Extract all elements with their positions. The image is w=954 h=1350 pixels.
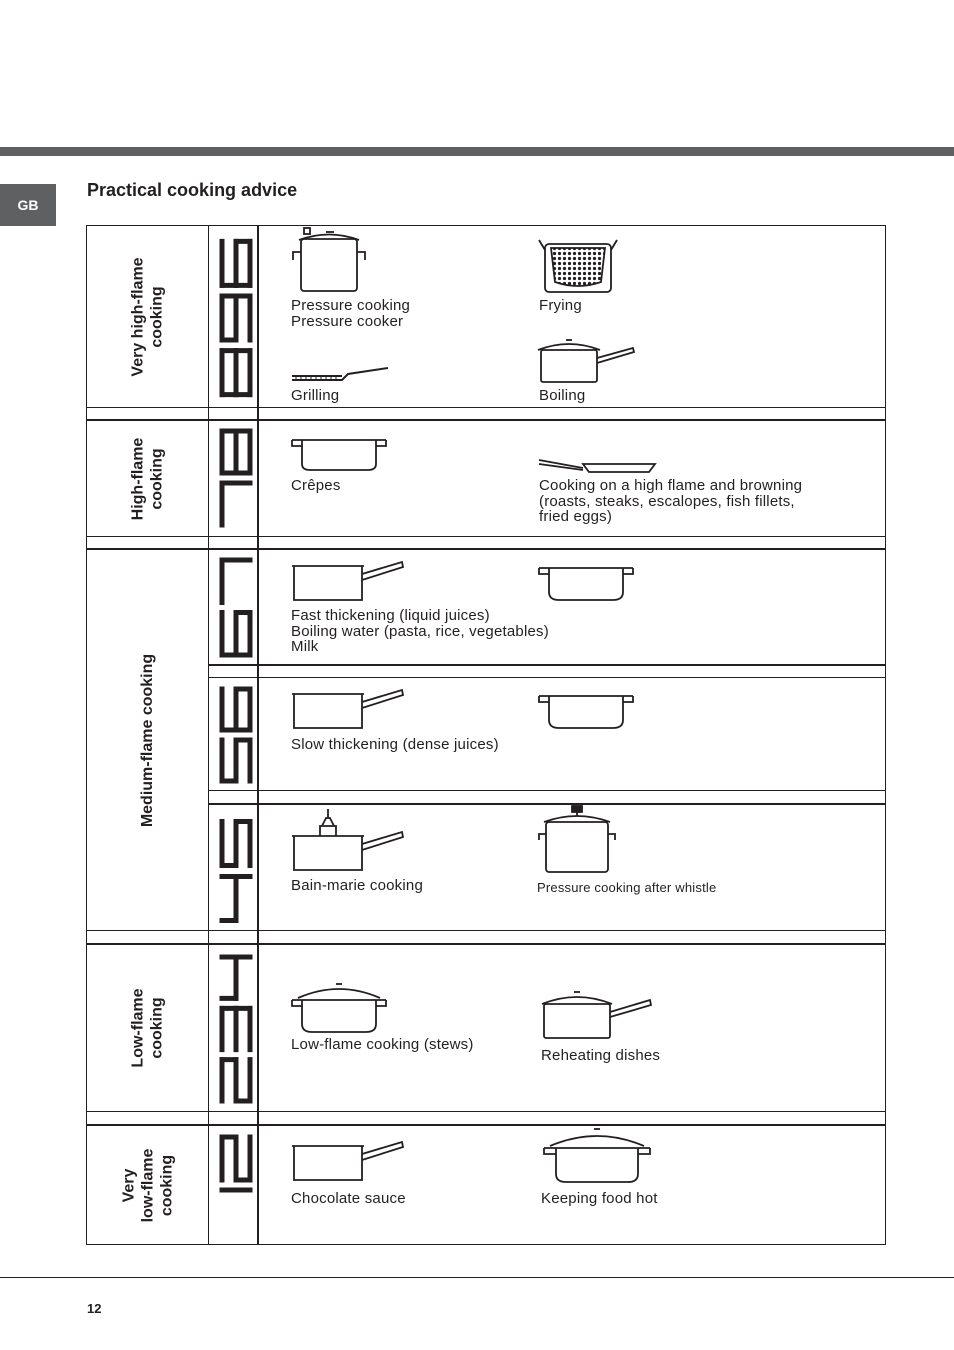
lidded-casserole-icon bbox=[542, 1124, 652, 1186]
item-label: Frying bbox=[539, 297, 582, 314]
item-label: Reheating dishes bbox=[541, 1047, 661, 1064]
pressure-cooker-icon bbox=[537, 804, 617, 874]
subgroup-divider bbox=[208, 790, 886, 791]
lidded-saucepan-icon bbox=[540, 988, 654, 1042]
item-label: Fast thickening (liquid juices) Boiling water (pasta, rice, vegetables) Milk bbox=[291, 607, 549, 655]
bain-marie-icon bbox=[290, 806, 408, 874]
lidded-casserole-icon bbox=[290, 980, 390, 1036]
pressure-cooker-icon bbox=[290, 226, 370, 294]
column-divider bbox=[257, 225, 259, 1245]
subgroup-divider bbox=[208, 677, 886, 678]
footer-rule bbox=[0, 1277, 954, 1278]
item-label: Chocolate sauce bbox=[291, 1190, 406, 1207]
section-divider bbox=[86, 930, 886, 931]
item-label: Low-flame cooking (stews) bbox=[291, 1036, 474, 1053]
fryer-basket-icon bbox=[537, 236, 621, 296]
row-label-very-high: Very high-flame cooking bbox=[129, 256, 166, 377]
column-divider bbox=[208, 225, 209, 1245]
row-label-medium: Medium-flame cooking bbox=[139, 653, 157, 827]
language-tab bbox=[0, 184, 56, 226]
row-label-high: High-flame cooking bbox=[129, 437, 166, 520]
item-label: Crêpes bbox=[291, 477, 341, 494]
section-divider bbox=[86, 407, 886, 408]
page-number: 12 bbox=[87, 1301, 102, 1316]
item-label: Pressure cooking Pressure cooker bbox=[291, 297, 411, 330]
item-label: Grilling bbox=[291, 387, 340, 404]
row-label-very-low: Very low-flame cooking bbox=[119, 1148, 175, 1222]
saucepan-icon bbox=[290, 686, 408, 732]
top-rule bbox=[0, 147, 954, 156]
grill-pan-icon bbox=[290, 362, 392, 386]
item-label: Pressure cooking after whistle bbox=[537, 880, 717, 895]
item-label: Boiling bbox=[539, 387, 586, 404]
section-divider bbox=[86, 1111, 886, 1112]
item-label: Cooking on a high flame and browning (roasts, steaks, escalopes, fish fillets, fried eggs) bbox=[539, 477, 803, 525]
row-label-low: Low-flame cooking bbox=[129, 988, 166, 1068]
page-title: Practical cooking advice bbox=[87, 180, 298, 200]
saucepan-icon bbox=[290, 1138, 408, 1184]
casserole-icon bbox=[537, 690, 637, 732]
subgroup-divider bbox=[208, 664, 886, 666]
item-label: Slow thickening (dense juices) bbox=[291, 736, 499, 753]
language-tab-label: GB bbox=[17, 197, 39, 213]
casserole-icon bbox=[537, 562, 637, 604]
frying-pan-icon bbox=[537, 456, 661, 476]
saucepan-icon bbox=[290, 558, 408, 604]
item-label: Bain-marie cooking bbox=[291, 877, 423, 894]
section-divider bbox=[86, 536, 886, 537]
lidded-saucepan-icon bbox=[537, 336, 637, 386]
item-label: Keeping food hot bbox=[541, 1190, 658, 1207]
flat-pan-icon bbox=[290, 434, 390, 474]
